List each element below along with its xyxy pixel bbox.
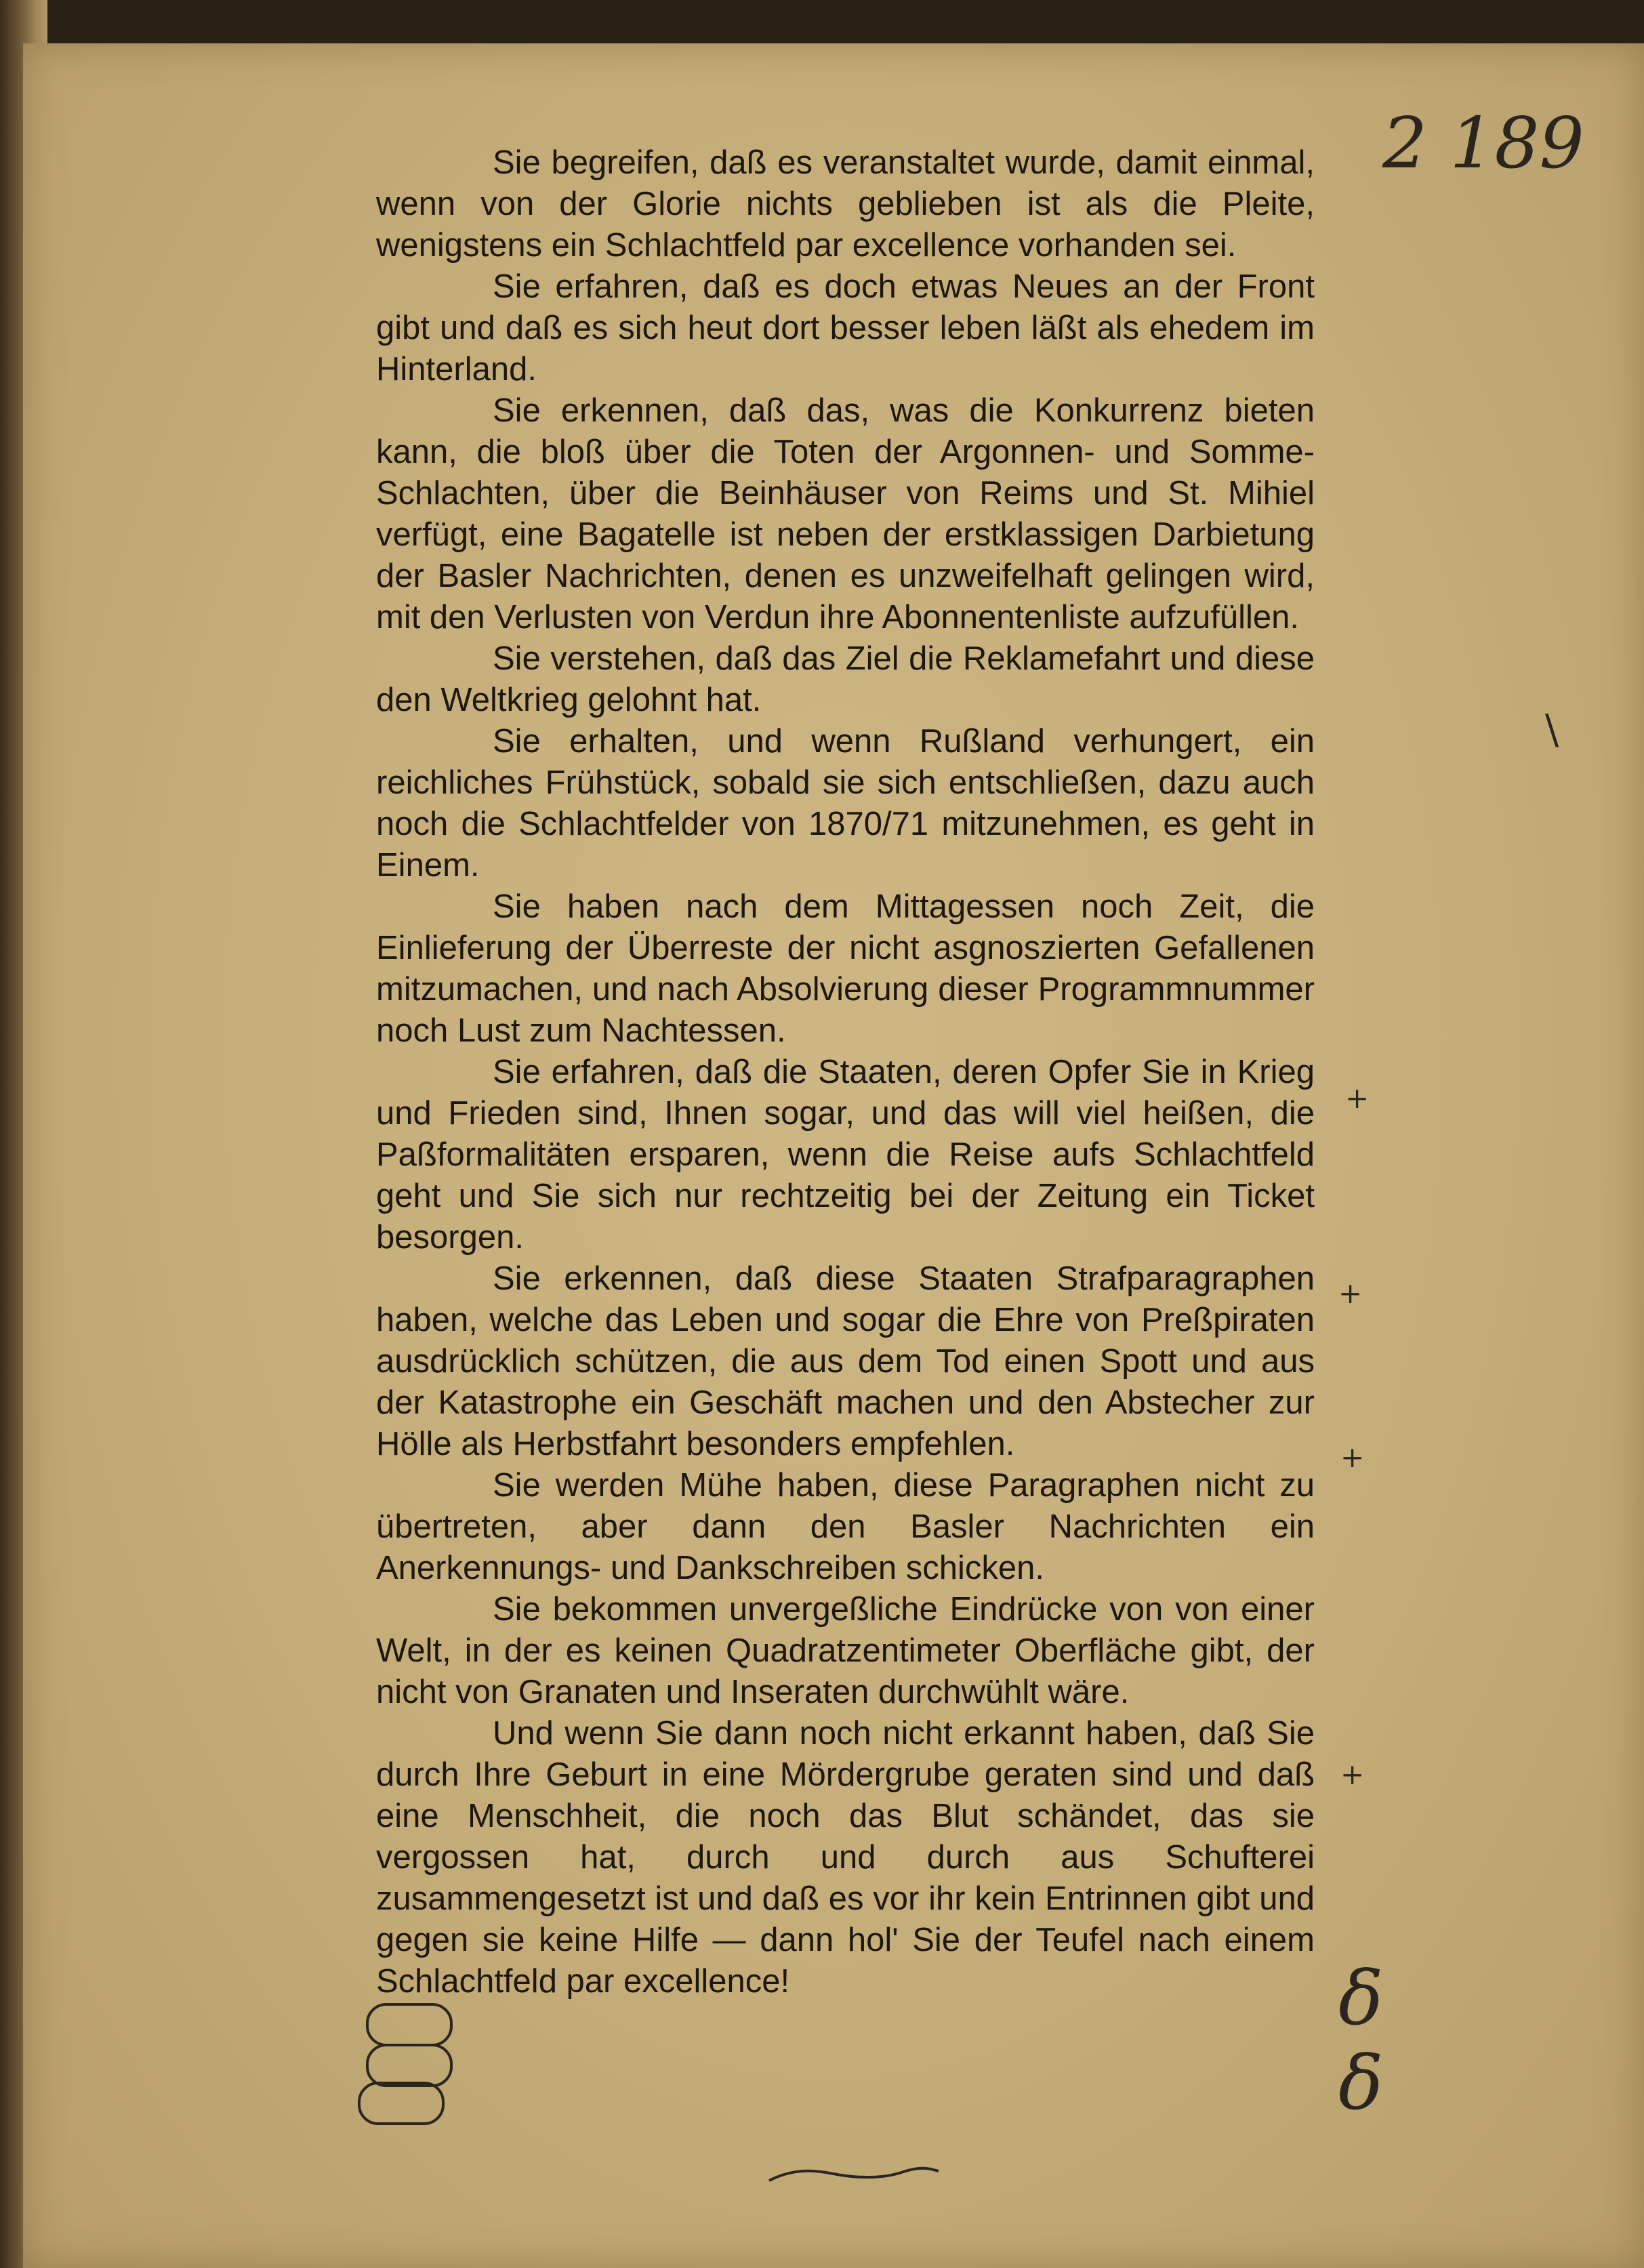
paragraph-4: Sie verstehen, daß das Ziel die Reklamefahrt und diese den Weltkrieg gelohnt hat. [376, 640, 1315, 718]
paragraph-11: Und wenn Sie dann noch nicht erkannt haben, daß Sie durch Ihre Geburt in eine Mördergrube geraten sind und daß eine Menschheit, die noch das Blut schändet, das sie vergossen hat, durch und durch aus Schufterei zusammengesetzt ist und daß es vor ihr kein Entrinnen gibt und gegen sie keine Hilfe — dann hol' Sie der Teufel nach einem Schlachtfeld par excellence! [376, 1715, 1315, 2000]
closing-flourish [766, 2162, 942, 2189]
margin-mark-plus: + [1338, 1277, 1363, 1310]
margin-mark-plus: + [1340, 1441, 1365, 1474]
margin-mark-delete: δ [1338, 2040, 1384, 2126]
paragraph-7: Sie erfahren, daß die Staaten, deren Opfer Sie in Krieg und Frieden sind, Ihnen sogar, und das will viel heißen, die Paßformalitäten ersparen, wenn die Reise aufs Schlachtfeld geht und Sie sich nur rechtzeitig bei der Zeitung ein Ticket besorgen. [376, 1054, 1315, 1256]
margin-mark-delete: δ [1338, 1955, 1384, 2042]
paragraph-8: Sie erkennen, daß diese Staaten Strafparagraphen haben, welche das Leben und sogar die Ehre von Preßpiraten ausdrücklich schützen, die aus dem Tod einen Spott und aus der Katastrophe ein Geschäft machen und den Abstecher zur Hölle als Herbstfahrt besonders empfehlen. [376, 1260, 1315, 1462]
paragraph-9: Sie werden Mühe haben, diese Paragraphen nicht zu übertreten, aber dann den Basler Nachrichten ein Anerkennungs- und Dankschreiben schicken. [376, 1467, 1315, 1586]
paragraph-5: Sie erhalten, und wenn Rußland verhungert, ein reichliches Frühstück, sobald sie sich entschließen, dazu auch noch die Schlachtfelder von 1870/71 mitzunehmen, es geht in Einem. [376, 723, 1315, 884]
margin-mark-plus: + [1345, 1081, 1370, 1115]
proof-circle-mark [358, 2082, 445, 2125]
paragraph-1: Sie begreifen, daß es veranstaltet wurde, damit einmal, wenn von der Glorie nichts geblieben ist als die Pleite, wenigstens ein Schlachtfeld par excellence vorhanden sei. [376, 144, 1315, 264]
handwritten-page-number: 2 189 [1382, 102, 1584, 184]
margin-mark-plus: + [1340, 1758, 1365, 1791]
paragraph-3: Sie erkennen, daß das, was die Konkurrenz bieten kann, die bloß über die Toten der Argonnen- und Somme-Schlachten, über die Beinhäuser von Reims und St. Mihiel verfügt, eine Bagatelle ist neben der erstklassigen Darbietung der Basler Nachrichten, denen es unzweifelhaft gelingen wird, mit den Verlusten von Verdun ihre Abonnentenliste aufzufüllen. [376, 392, 1315, 636]
proof-circle-mark [366, 2003, 453, 2046]
body-text [376, 142, 1315, 2002]
margin-mark-stroke: \ [1545, 706, 1559, 754]
paragraph-2: Sie erfahren, daß es doch etwas Neues an der Front gibt und daß es sich heut dort besser leben läßt als ehedem im Hinterland. [376, 268, 1315, 388]
paragraph-10: Sie bekommen unvergeßliche Eindrücke von von einer Welt, in der es keinen Quadratzentimeter Oberfläche gibt, der nicht von Granaten und Inseraten durchwühlt wäre. [376, 1591, 1315, 1710]
proof-circle-mark [366, 2044, 453, 2087]
paragraph-6: Sie haben nach dem Mittagessen noch Zeit, die Einlieferung der Überreste der nicht asgnoszierten Gefallenen mitzumachen, und nach Absolvierung dieser Programmnummer noch Lust zum Nachtessen. [376, 888, 1315, 1049]
